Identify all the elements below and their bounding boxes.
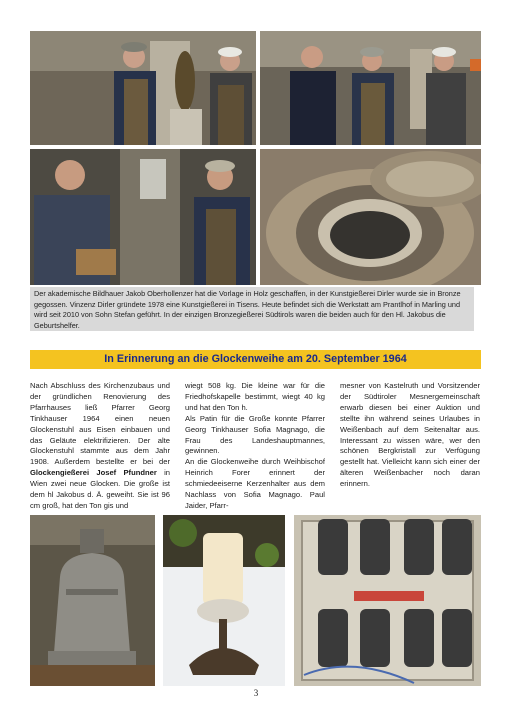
photo-caption: Der akademische Bildhauer Jakob Oberhollenzer hat die Vorlage in Holz geschaffen, in der Kunstgießerei Dirler wurde sie in Bronze gegossen. Vinzenz Dirler gründete 1978 eine Kunstgießerei in Tisens. Heute befindet sich die Werkstatt am Prantlhof in Marling und wird seit 2010 von Sohn Stefan geführt. In der einzigen Bronzegießerei Südtirols waren die beiden auch für den Hl. Jakobus die Geburtshelfer. xyxy=(30,287,474,331)
article-paragraph: Als Patin für die Große konnte Pfarrer Georg Tinkhauser Sofia Magnago, die Frau des Landeshauptmannes, gewinnen. xyxy=(185,413,325,456)
section-heading: In Erinnerung an die Glockenweihe am 20. September 1964 xyxy=(30,350,481,369)
photo-old-bell xyxy=(30,515,155,686)
foundry-name: Glockengießerei Josef Pfundner xyxy=(30,468,157,478)
photo-men-with-wood-carving xyxy=(30,149,256,285)
photo-workshop-two-men-statue xyxy=(30,31,256,145)
page-number: 3 xyxy=(253,688,259,698)
photo-bell-control-panel xyxy=(294,515,481,686)
photo-candle-holder xyxy=(163,515,285,686)
photo-bell-casting-mold xyxy=(260,149,481,285)
article-column-3 xyxy=(340,381,480,490)
article-column-1 xyxy=(30,381,170,512)
article-paragraph: Nach Abschluss des Kirchenzubaus und der gründlichen Renovierung des Pfarrhauses ließ Pfarrer Georg Tinkhauser 1964 einen neuen Glockenstuhl aus Eisen einbauen und das Geläute elektrifizieren. Der alte Glockenstuhl stammte aus dem Jahr 1908. Außerdem bestellte er bei der Glockengießerei Josef Pfundner in Wien zwei neue Glocken. Die große ist dem hl Jakobus d. Ä. geweiht. Sie ist 96 cm groß, hat den Ton gis und xyxy=(30,381,170,510)
article-paragraph: An die Glockenweihe durch Weihbischof Heinrich Forer erinnert der schmiedeeiserne Kerzenhalter aus dem Nachlass von Sofia Magnago. Paul Jaider, Pfarr- xyxy=(185,457,325,510)
photo-three-men-workshop xyxy=(260,31,481,145)
article-paragraph: mesner von Kastelruth und Vorsitzender der Südtiroler Mesnergemeinschaft erwarb diesen bei einer Auktion und stellte ihn während seines Urlaubes in Weißenbach auf dem Seitenaltar aus. Interessant zu wissen wäre, wer den schönen Bergkristall zur Verfügung gestellt hat. Vielleicht kann sich einer der älteren Weißenbacher noch daran erinnern. xyxy=(340,381,480,489)
article-paragraph: wiegt 508 kg. Die kleine war für die Friedhofskapelle bestimmt, wiegt 40 kg und hat den Ton h. xyxy=(185,381,325,412)
article-column-2 xyxy=(185,381,325,512)
